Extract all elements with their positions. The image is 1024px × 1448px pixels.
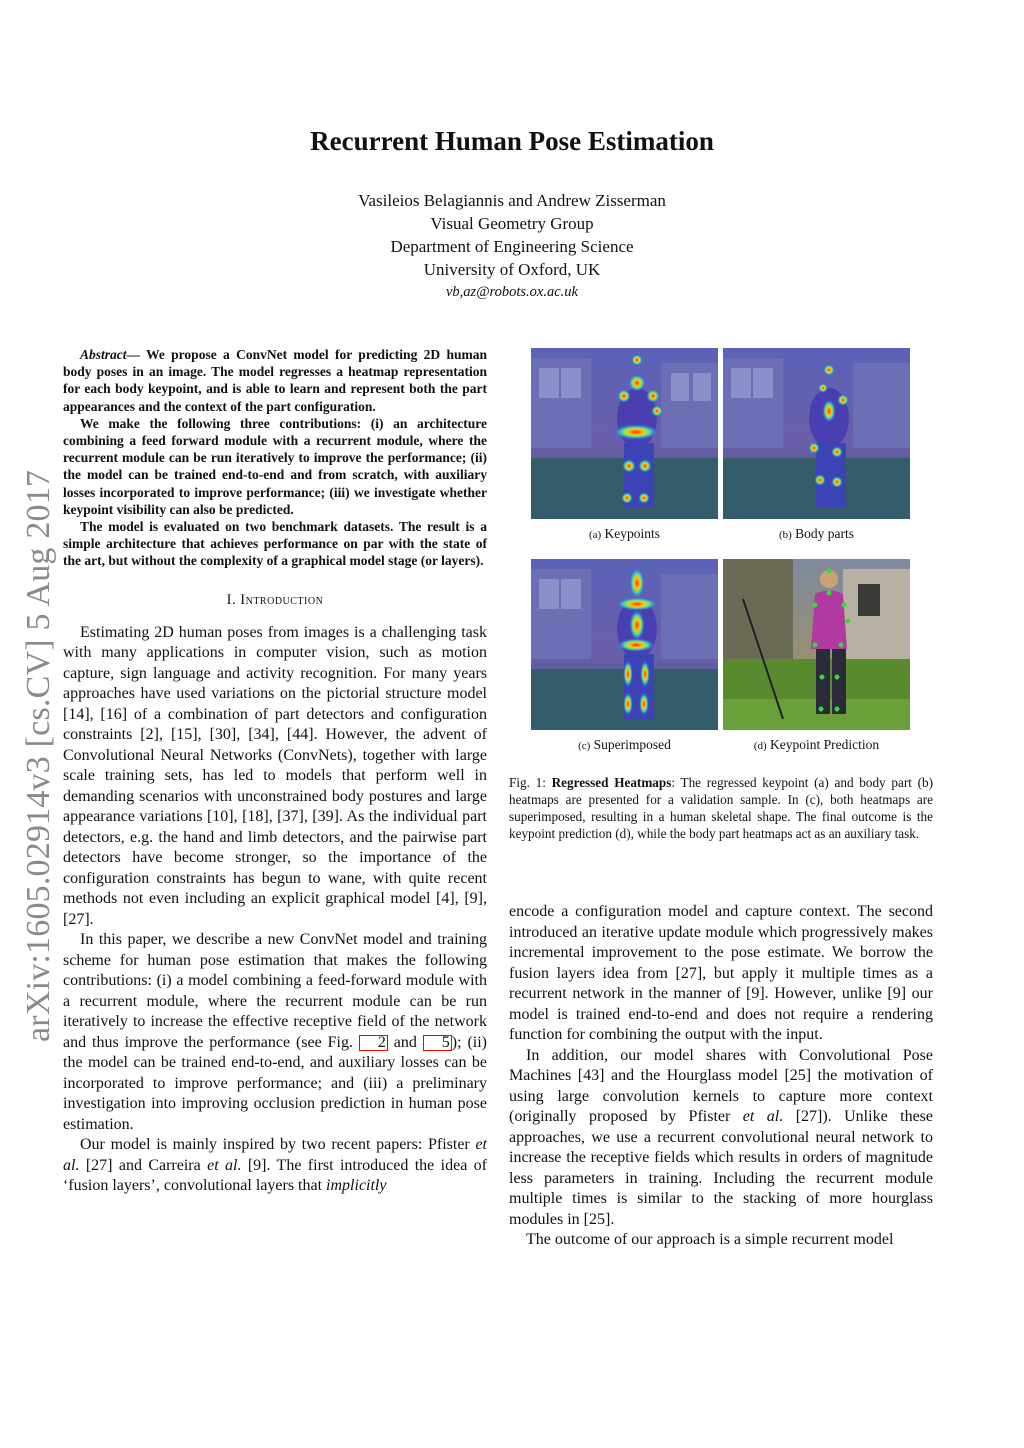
- subcaption-d-tag: (d): [753, 740, 767, 752]
- author-group: Visual Geometry Group: [430, 214, 594, 233]
- right-column: [509, 902, 933, 1251]
- abstract-p2: We make the following three contributions: (i) an architecture combining a feed forward module with a recurrent module, where the recurrent module can be run iteratively to improve the performance; (ii) the model can be trained end-to-end and from scratch, with auxiliary losses incorporated to improve performance; (iii) we investigate whether keypoint visibility can also be predicted.: [63, 415, 487, 517]
- intro-p3-etal-1: et al.: [63, 1136, 487, 1174]
- subcaption-c-text: Superimposed: [593, 737, 671, 752]
- intro-paragraph-1: Estimating 2D human poses from images is a challenging task with many applications in computer vision, such as motion capture, sign language and activity recognition. For many years approaches have used variations on the pictorial structure model [14], [16] of a combination of part detectors and configuration constraints [2], [15], [30], [34], [44]. However, the advent of Convolutional Neural Networks (ConvNets), together with large scale training sets, has led to models that perform well in demanding scenarios with unconstrained body postures and large appearance variations [10], [18], [37], [39]. As the individual part detectors, e.g. the hand and limb detectors, and the pairwise part detectors have become stronger, so the importance of the configuration constraints has begun to wane, with quite recent methods not even including an explicit graphical model [4], [9], [27].: [63, 623, 487, 928]
- subcaption-c: [531, 737, 718, 753]
- arxiv-stamp: arXiv:1605.02914v3 [cs.CV] 5 Aug 2017: [20, 469, 57, 1042]
- figure-panel-keypoints: [531, 348, 718, 519]
- intro-p3-text-b: [27] and Carreira: [79, 1156, 208, 1174]
- abstract-p1: — We propose a ConvNet model for predicting 2D human body poses in an image. The model regresses a heatmap representation for each body keypoint, and is able to learn and represent both the part appearances and the context of the part configuration.: [63, 347, 487, 414]
- intro-p2-text-c: ); (ii) the model can be trained end-to-end, and auxiliary losses can be incorporated to improve performance; and (iii) a preliminary investigation into improving occlusion prediction in human pose estimation.: [63, 1033, 487, 1133]
- author-email: vb,az@robots.ox.ac.uk: [445, 284, 578, 300]
- left-column: [63, 346, 487, 1197]
- section-heading-introduction: [63, 592, 487, 609]
- subcaption-b-tag: (b): [778, 529, 792, 541]
- intro-p3-etal-2: et al.: [207, 1156, 242, 1174]
- intro-paragraph-2: [63, 930, 487, 1135]
- intro-p2-text-a: In this paper, we describe a new ConvNet model and training scheme for human pose estimation that makes the following contributions: (i) a model combining a feed-forward module with a recurrent module, where the recurrent module can be run iteratively to increase the effective receptive field of the network and thus improve the performance (see Fig.: [63, 931, 487, 1051]
- intro-p3-text-c: [9]. The first introduced the idea of ‘fusion layers’, convolutional layers that: [63, 1156, 487, 1195]
- section-number: I.: [226, 591, 241, 608]
- author-names: Vasileios Belagiannis and Andrew Zisserman: [358, 191, 666, 210]
- paper-title: Recurrent Human Pose Estimation: [310, 126, 714, 156]
- figure-panel-keypoint-prediction: [723, 559, 910, 730]
- right-p2-text-b: [27]). Unlike these approaches, we use a recurrent convolutional neural network to increase the receptive fields which results in orders of magnitude less parameters in training. Including the recurrent module multiple times is similar to the stacking of more hourglass modules in [25].: [509, 1108, 933, 1228]
- author-department: Department of Engineering Science: [390, 237, 634, 256]
- subcaption-a: [531, 526, 718, 542]
- intro-p2-text-b: and: [387, 1033, 423, 1051]
- abstract-p3: The model is evaluated on two benchmark datasets. The result is a simple architecture that achieves performance on par with the state of the art, but without the complexity of a graphical model stage (or layers).: [63, 519, 487, 569]
- abstract-lead: Abstract: [80, 347, 127, 362]
- figure-panel-superimposed: [531, 559, 718, 730]
- intro-body: [63, 623, 487, 1197]
- author-university: University of Oxford, UK: [423, 260, 601, 279]
- intro-p3-implicitly: implicitly: [326, 1177, 387, 1195]
- subcaption-c-tag: (c): [578, 740, 591, 752]
- right-p2-etal: et al.: [742, 1108, 784, 1125]
- right-paragraph-1: encode a configuration model and capture context. The second introduced an iterative update module which progressively makes incremental improvement to the pose estimate. We borrow the fusion layers idea from [27], but apply it multiple times as a recurrent network in the manner of [9]. However, unlike [9] our model is trained end-to-end and does not require a rendering function for combining the output with the input.: [509, 903, 933, 1043]
- right-paragraph-2: [509, 1046, 933, 1231]
- intro-paragraph-3: [63, 1135, 487, 1197]
- figure-caption-label: Fig. 1:: [509, 775, 552, 790]
- right-p2-text-a: In addition, our model shares with Convolutional Pose Machines [43] and the Hourglass model [25] the motivation of using large convolution kernels to capture more context (originally proposed by Pfister: [509, 1046, 933, 1125]
- subcaption-d-text: Keypoint Prediction: [770, 737, 880, 752]
- subcaption-b-text: Body parts: [795, 526, 855, 541]
- figure-caption-text: : The regressed keypoint (a) and body part (b) heatmaps are presented for a validation sample. In (c), both heatmaps are superimposed, resulting in a human skeletal shape. The final outcome is the keypoint prediction (d), while the body part heatmaps act as an auxiliary task.: [509, 775, 933, 841]
- figure-ref-2-link[interactable]: 2: [359, 1035, 388, 1051]
- figure-ref-5-link[interactable]: 5: [423, 1035, 452, 1051]
- abstract: [63, 346, 487, 570]
- subcaption-a-text: Keypoints: [604, 526, 661, 541]
- subcaption-d: [723, 737, 910, 753]
- intro-p3-text-a: Our model is mainly inspired by two recent papers: Pfister: [80, 1136, 476, 1154]
- subcaption-b: [723, 526, 910, 542]
- figure-caption-bold: Regressed Heatmaps: [551, 775, 672, 790]
- figure-caption: [509, 774, 933, 842]
- figure-panel-body-parts: [723, 348, 910, 519]
- section-title: Introduction: [240, 591, 324, 608]
- author-block: [0, 189, 1024, 304]
- subcaption-a-tag: (a): [588, 529, 602, 541]
- right-paragraph-3: The outcome of our approach is a simple recurrent model: [526, 1231, 894, 1248]
